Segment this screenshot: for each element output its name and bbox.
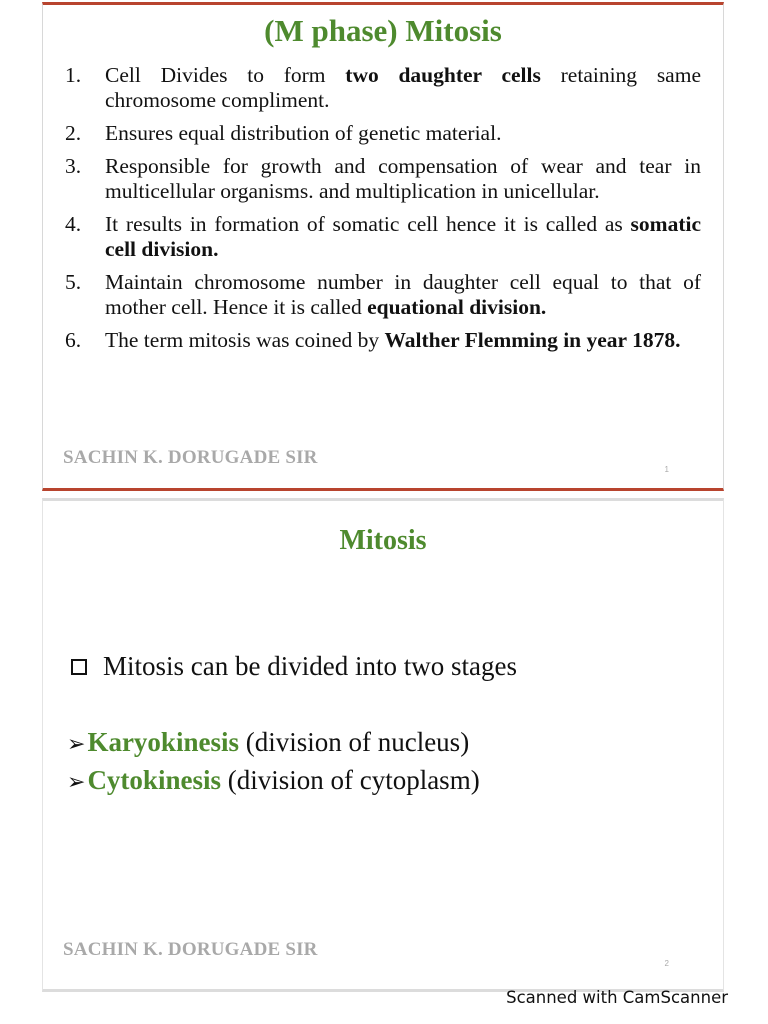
list-item-number: 3. (65, 154, 82, 178)
list-item-number: 6. (65, 328, 82, 352)
list-item (65, 270, 701, 320)
list-item-number: 2. (65, 121, 82, 145)
list-item-text: The term mitosis was coined by (105, 328, 385, 352)
arrow-bullet-icon: ➢ (67, 770, 86, 795)
checkbox-bullet-icon (71, 659, 87, 675)
list-item-text: Cell Divides to form (105, 63, 346, 87)
list-item (65, 121, 701, 146)
slide-2-title: Mitosis (339, 525, 427, 556)
list-item-number: 1. (65, 63, 82, 87)
list-item-emphasis: Walther Flemming in year 1878. (384, 328, 681, 352)
list-item-text: It results in formation of somatic cell hence it is called as (105, 212, 631, 236)
list-item-text: Ensures equal distribution of genetic material. (105, 121, 502, 145)
list-item (65, 154, 701, 204)
list-item-emphasis: somatic cell division. (105, 212, 701, 261)
list-item-number: 5. (65, 270, 82, 294)
cytokinesis-desc: (division of cytoplasm) (220, 765, 480, 795)
slide-2-footer: SACHIN K. DORUGADE SIR (63, 939, 318, 960)
arrow-bullet-icon: ➢ (67, 732, 86, 757)
slide-1-page-number: 1 (664, 465, 669, 474)
list-item-emphasis: equational division. (367, 295, 547, 319)
list-item-emphasis: two daughter cells (345, 63, 541, 87)
karyokinesis-item (67, 727, 469, 758)
cytokinesis-term: Cytokinesis (87, 765, 221, 795)
list-item (65, 212, 701, 262)
stages-text: Mitosis can be divided into two stages (103, 651, 517, 681)
cytokinesis-item (67, 765, 480, 796)
list-item-text: retaining same chromosome compliment. (105, 63, 701, 112)
karyokinesis-desc: (division of nucleus) (238, 727, 470, 757)
stages-bullet (71, 651, 517, 682)
list-item (65, 328, 701, 353)
list-item-number: 4. (65, 212, 82, 236)
point-list (65, 63, 701, 361)
slide-1 (42, 2, 724, 491)
camscanner-watermark: Scanned with CamScanner (506, 988, 728, 1007)
list-item (65, 63, 701, 113)
list-item-text: Responsible for growth and compensation of wear and tear in multicellular organisms. and multiplication in unicellular. (105, 154, 701, 203)
list-item-text: Maintain chromosome number in daughter cell equal to that of mother cell. Hence it is called (105, 270, 701, 319)
slide-2-page-number: 2 (664, 959, 669, 968)
karyokinesis-term: Karyokinesis (87, 727, 239, 757)
slide-1-footer: SACHIN K. DORUGADE SIR (63, 447, 318, 468)
slide-2 (42, 498, 724, 992)
slide-1-title: (M phase) Mitosis (264, 13, 502, 48)
